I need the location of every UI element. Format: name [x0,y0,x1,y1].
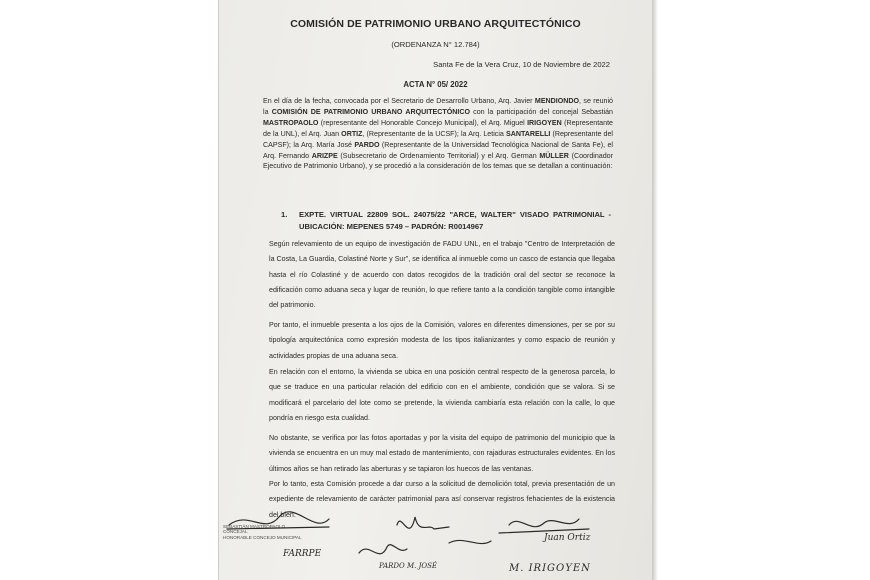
person-name: ARIZPE [311,151,338,160]
intro-text: con la participación del concejal Sebastián [469,107,613,116]
agenda-item-title: EXPTE. VIRTUAL 22809 SOL. 24075/22 "ARCE, WALTER" VISADO PATRIMONIAL - UBICACIÓN: MEPENES 5749 – PADRÓN: R0014967 [299,210,611,231]
person-name: ORTIZ [341,129,363,138]
signature-stroke [509,519,579,527]
place-date: Santa Fe de la Vera Cruz, 10 de Noviembre de 2022 [433,60,610,69]
person-name: MENDIONDO [534,97,580,105]
person-name: PARDO [354,140,380,149]
document-title: COMISIÓN DE PATRIMONIO URBANO ARQUITECTÓNICO [290,18,581,30]
section-paragraph: En relación con el entorno, la vivienda se ubica en una posición central respecto de la generosa parcela, lo que se traduce en una particular relación del edificio con en el ambiente, condición que se valora. Si se modificará el parcelario del lote como se pretende, la vivienda cambiaría esta relación con la calle, lo que pondría en riesgo esta cualidad. [269,368,615,422]
document-page [219,0,652,580]
person-name: IRIGOYEN [527,118,562,127]
official-stamp: SEBASTIÁN MASTROPAOLO CONCEJAL HONORABLE CONCEJO MUNICIPAL [223,524,302,540]
signature-stroke [229,512,329,525]
person-name: MASTROPAOLO [263,118,319,127]
intro-text: (Representante de la UNL), el Arq. Juan [263,118,613,138]
section-paragraph: Según relevamiento de un equipo de investigación de FADU UNL, en el trabajo "Centro de Interpretación de la Costa, La Guardia, Colastiné Norte y Sur", se identifica al inmueble como un casco de estancia que llegaba hasta el río Colastiné y de acuerdo con datos recogidos de la tradición oral del sector se reconoce la edificación como aduana seca y lugar de reunión, lo que refiere tanto a la condición tangible como intangible del patrimonio. [269,240,615,310]
minutes-number: ACTA N° 05/ 2022 [403,80,468,89]
section-paragraph: Por tanto, el inmueble presenta a los ojos de la Comisión, valores en diferentes dimensiones, per se por su tipología arquitectónica como expresión modesta de los tipos italianizantes y como espacio de reunión y actividades propias de una aduana seca. [269,321,615,360]
intro-paragraph [263,96,613,172]
agenda-item [281,209,611,232]
agenda-item-number: 1. [281,210,288,219]
signature-stroke [227,527,329,529]
signature-name: M. IRIGOYEN [509,563,591,574]
person-name: SANTARELLI [505,129,551,138]
page-edge-shadow [652,0,658,580]
intro-text: En el día de la fecha, convocada por el Secretario de Desarrollo Urbano, Arq. Javier [263,97,535,105]
intro-text: (Representante de la Universidad Tecnológica Nacional de Santa Fe), el Arq. Fernando [263,140,613,160]
intro-text: , se reunió la [263,97,613,116]
signature-stroke [397,517,449,529]
ordinance-number: (ORDENANZA N° 12.784) [391,40,480,49]
intro-text: (Subsecretario de Ordenamiento Territorial) y el Arq. German [337,151,540,160]
intro-text: (representante del Honorable Concejo Municipal), el Arq. Miguel [318,118,528,127]
intro-text: (Coordinador Ejecutivo de Patrimonio Urbano), y se procedió a la consideración de los temas que se detallan a continuación: [263,151,613,171]
signature-name: Juan Ortiz [544,533,591,543]
signature-stroke [359,545,407,554]
person-name: MÜLLER [539,151,569,160]
signature-name: PARDO M. JOSÉ [379,562,438,570]
section-paragraph: No obstante, se verifica por las fotos aportadas y por la visita del equipo de patrimonio del municipio que la vivienda se encuentra en un muy mal estado de mantenimiento, con rajaduras estructurales evidentes. En los últimos años se han retirado las aberturas y se tapiaron los huecos de las ventanas. [269,434,615,473]
intro-text: (Representante del CAPSF); la Arq. María José [263,129,613,149]
person-name: COMISIÓN DE PATRIMONIO URBANO ARQUITECTÓNICO [271,107,470,116]
signature-area [219,505,652,580]
section-paragraph: Por lo tanto, esta Comisión procede a dar curso a la solicitud de demolición total, previa presentación de un expediente de relevamiento de carácter patrimonial para así conservar registros fehacientes de la existencia del bien. [269,480,615,519]
signature-stroke [449,540,491,543]
signature-name: FARRPE [283,549,322,559]
intro-text: , (Representante de la UCSF); la Arq. Leticia [362,129,506,138]
